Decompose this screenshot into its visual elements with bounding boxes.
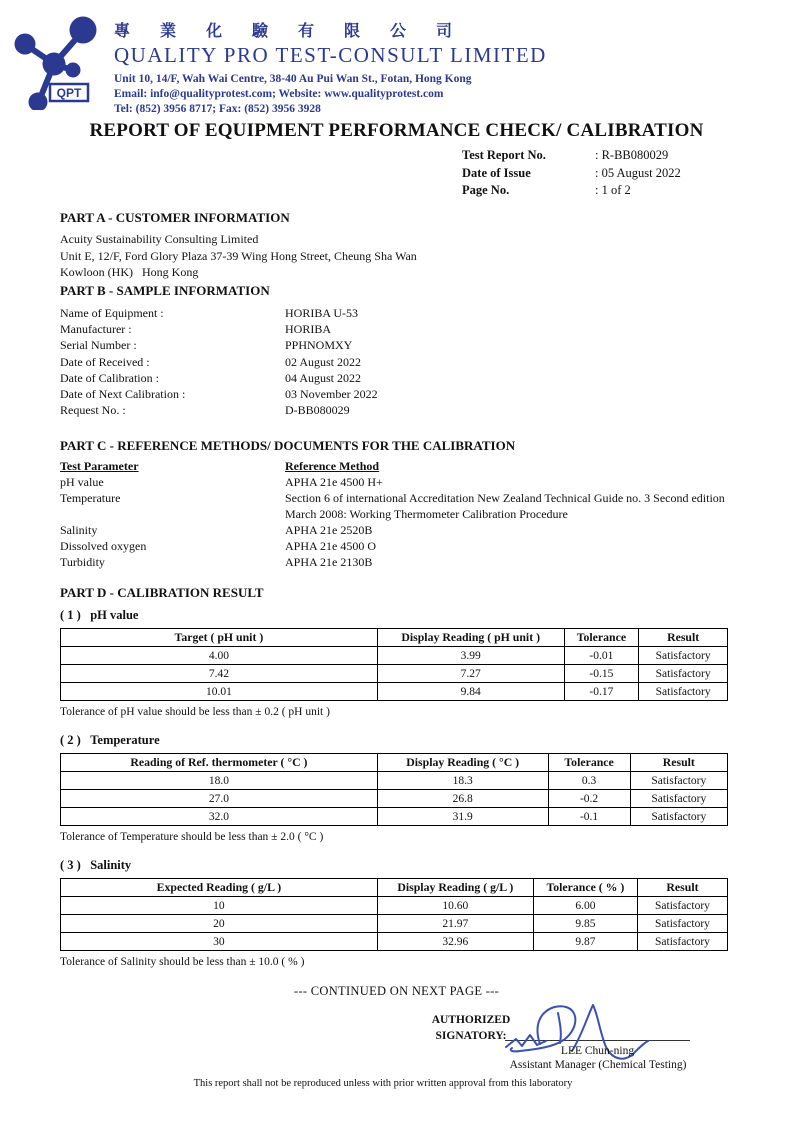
signatory-label-line: SIGNATORY: (435, 1030, 507, 1042)
authorized-label-line: AUTHORIZED (431, 1014, 511, 1026)
result-value: Satisfactory (639, 683, 728, 701)
table-row (61, 808, 728, 826)
continued-on-next-page-text: --- CONTINUED ON NEXT PAGE --- (293, 984, 500, 998)
sample-info-row (60, 354, 737, 370)
sample-info-value: HORIBA (285, 322, 332, 337)
display-reading: 10.60 (377, 897, 533, 915)
column-header: Result (639, 629, 728, 647)
reference-method: APHA 21e 4500 O (285, 539, 377, 553)
tolerance-value: -0.1 (548, 808, 630, 826)
sample-info-label: Request No. : (60, 403, 126, 418)
sample-info-label: Date of Next Calibration : (60, 386, 186, 401)
column-header: Reading of Ref. thermometer ( °C ) (61, 754, 378, 772)
tolerance-value: 0.3 (548, 772, 630, 790)
sample-info-label: Name of Equipment : (60, 306, 164, 320)
reference-reading: 32.0 (61, 808, 378, 826)
salinity-calibration-table (60, 878, 728, 951)
sample-info-row (60, 337, 737, 353)
customer-address-block (60, 231, 737, 281)
column-header: Tolerance (564, 629, 639, 647)
expected-reading: 10 (61, 897, 378, 915)
report-info-label: Test Report No. (462, 148, 546, 162)
result-value: Satisfactory (630, 808, 727, 826)
report-info-row (462, 165, 681, 183)
table-header-row (61, 879, 728, 897)
column-header: Result (630, 754, 727, 772)
logo-qpt-text: QPT (56, 86, 82, 100)
result-value: Satisfactory (639, 647, 728, 665)
reference-method: APHA 21e 2130B (285, 555, 373, 569)
sample-info-value: 04 August 2022 (285, 370, 362, 385)
result-value: Satisfactory (630, 790, 727, 808)
display-reading: 31.9 (377, 808, 548, 826)
expected-reading: 30 (61, 933, 378, 951)
target-value: 10.01 (61, 683, 378, 701)
sample-info-label: Serial Number : (60, 338, 137, 353)
table-row (61, 683, 728, 701)
customer-name: Acuity Sustainability Consulting Limited (60, 232, 259, 246)
ph-calibration-table (60, 628, 728, 701)
report-info-value: : 1 of 2 (595, 183, 631, 197)
display-reading: 7.27 (377, 665, 564, 683)
tolerance-value: -0.17 (564, 683, 639, 701)
tolerance-value: -0.2 (548, 790, 630, 808)
part-d-calibration-result (60, 584, 728, 968)
part-c-heading: PART C - REFERENCE METHODS/ DOCUMENTS FOR THE CALIBRATION (60, 438, 516, 453)
table-row (61, 647, 728, 665)
table-row (61, 772, 728, 790)
tolerance-value: 9.85 (533, 915, 637, 933)
sample-info-row (60, 370, 737, 386)
reference-method: APHA 21e 4500 H+ (285, 475, 383, 489)
column-header: Expected Reading ( g/L ) (61, 879, 378, 897)
result-value: Satisfactory (637, 915, 727, 933)
sample-info-value: HORIBA U-53 (285, 306, 359, 320)
table-header-row (61, 754, 728, 772)
tolerance-value: 9.87 (533, 933, 637, 951)
letterhead (8, 8, 547, 117)
table-row (61, 665, 728, 683)
part-a-heading: PART A - CUSTOMER INFORMATION (60, 210, 290, 225)
column-header: Tolerance ( % ) (533, 879, 637, 897)
part-b-sample-information (60, 282, 737, 418)
display-reading: 3.99 (377, 647, 564, 665)
company-address: Unit 10, 14/F, Wah Wai Centre, 38-40 Au Pui Wan St., Fotan, Hong Kong (114, 73, 472, 85)
tolerance-value: -0.15 (564, 665, 639, 683)
part-d-heading: PART D - CALIBRATION RESULT (60, 585, 264, 600)
display-reading: 32.96 (377, 933, 533, 951)
display-reading: 18.3 (377, 772, 548, 790)
column-header: Display Reading ( g/L ) (377, 879, 533, 897)
report-info-label: Page No. (462, 183, 510, 197)
result-value: Satisfactory (639, 665, 728, 683)
report-title: REPORT OF EQUIPMENT PERFORMANCE CHECK/ CALIBRATION (89, 120, 704, 141)
company-name-chinese: 專 業 化 驗 有 限 公 司 (114, 23, 466, 40)
reference-reading: 18.0 (61, 772, 378, 790)
sample-info-label: Date of Received : (60, 354, 150, 369)
ph-section-label: ( 1 ) pH value (60, 608, 139, 622)
company-contact-tel-fax: Tel: (852) 3956 8717; Fax: (852) 3956 3928 (114, 103, 321, 115)
customer-address-line: Unit E, 12/F, Ford Glory Plaza 37-39 Wing Hong Street, Cheung Sha Wan (60, 248, 417, 263)
reference-method: APHA 21e 2520B (285, 523, 373, 537)
expected-reading: 20 (61, 915, 378, 933)
table-row (61, 790, 728, 808)
reference-reading: 27.0 (61, 790, 378, 808)
report-info-value: : 05 August 2022 (595, 165, 681, 180)
test-parameter-column-header: Test Parameter (60, 459, 139, 473)
test-parameter: Temperature (60, 491, 121, 505)
report-info-row (462, 147, 681, 165)
column-header: Display Reading ( °C ) (377, 754, 548, 772)
signatory-job-title: Assistant Manager (Chemical Testing) (509, 1059, 687, 1071)
reference-methods-header-row (60, 459, 737, 474)
test-parameter: Turbidity (60, 555, 105, 569)
report-disclaimer: This report shall not be reproduced unless with prior written approval from this laboratory (193, 1078, 573, 1089)
reference-method-row (60, 522, 737, 538)
sample-info-value: 02 August 2022 (285, 354, 362, 369)
target-value: 4.00 (61, 647, 378, 665)
display-reading: 26.8 (377, 790, 548, 808)
reference-method-column-header: Reference Method (285, 459, 380, 473)
tolerance-value: -0.01 (564, 647, 639, 665)
display-reading: 21.97 (377, 915, 533, 933)
signatory-name: LEE Chun-ning (560, 1045, 635, 1057)
temperature-calibration-table (60, 753, 728, 826)
sample-info-value: PPHNOMXY (285, 338, 353, 353)
column-header: Display Reading ( pH unit ) (377, 629, 564, 647)
reference-method-row (60, 490, 737, 522)
display-reading: 9.84 (377, 683, 564, 701)
sample-info-row (60, 386, 737, 402)
report-info-block (462, 147, 681, 200)
company-identity (114, 8, 547, 117)
report-info-label: Date of Issue (462, 165, 531, 180)
sample-info-label: Manufacturer : (60, 322, 132, 337)
report-info-value: : R-BB080029 (595, 148, 669, 162)
reference-method-row (60, 538, 737, 554)
table-row (61, 897, 728, 915)
part-a-customer-information (60, 209, 737, 281)
reference-method-row (60, 474, 737, 490)
test-parameter: Salinity (60, 523, 98, 537)
part-b-heading: PART B - SAMPLE INFORMATION (60, 283, 270, 298)
table-header-row (61, 629, 728, 647)
company-name-english: QUALITY PRO TEST-CONSULT LIMITED (114, 43, 547, 67)
temperature-section-label: ( 2 ) Temperature (60, 733, 160, 747)
sample-info-value: D-BB080029 (285, 403, 350, 418)
report-info-row (462, 182, 681, 200)
salinity-tolerance-note: Tolerance of Salinity should be less than ± 10.0 ( % ) (60, 956, 305, 968)
customer-address-line: Kowloon (HK) Hong Kong (60, 265, 199, 279)
result-value: Satisfactory (630, 772, 727, 790)
salinity-section-label: ( 3 ) Salinity (60, 858, 132, 872)
table-row (61, 933, 728, 951)
sample-info-row (60, 305, 737, 321)
part-c-reference-methods (60, 437, 737, 570)
ph-tolerance-note: Tolerance of pH value should be less than ± 0.2 ( pH unit ) (60, 706, 330, 718)
temperature-tolerance-note: Tolerance of Temperature should be less than ± 2.0 ( °C ) (60, 831, 324, 843)
result-value: Satisfactory (637, 897, 727, 915)
reference-method-row (60, 554, 737, 570)
target-value: 7.42 (61, 665, 378, 683)
reference-method: Section 6 of international Accreditation New Zealand Technical Guide no. 3 Second edition March 2008: Working Thermometer Calibration Procedure (285, 491, 725, 521)
tolerance-value: 6.00 (533, 897, 637, 915)
column-header: Tolerance (548, 754, 630, 772)
test-parameter: pH value (60, 475, 104, 489)
company-logo-molecule-icon (8, 8, 108, 110)
sample-info-row (60, 321, 737, 337)
column-header: Target ( pH unit ) (61, 629, 378, 647)
column-header: Result (637, 879, 727, 897)
sample-info-label: Date of Calibration : (60, 370, 159, 385)
sample-info-value: 03 November 2022 (285, 386, 378, 401)
result-value: Satisfactory (637, 933, 727, 951)
table-row (61, 915, 728, 933)
sample-info-row (60, 402, 737, 418)
company-contact-email-web: Email: info@qualityprotest.com; Website: www.qualityprotest.com (114, 88, 444, 100)
test-parameter: Dissolved oxygen (60, 539, 147, 553)
